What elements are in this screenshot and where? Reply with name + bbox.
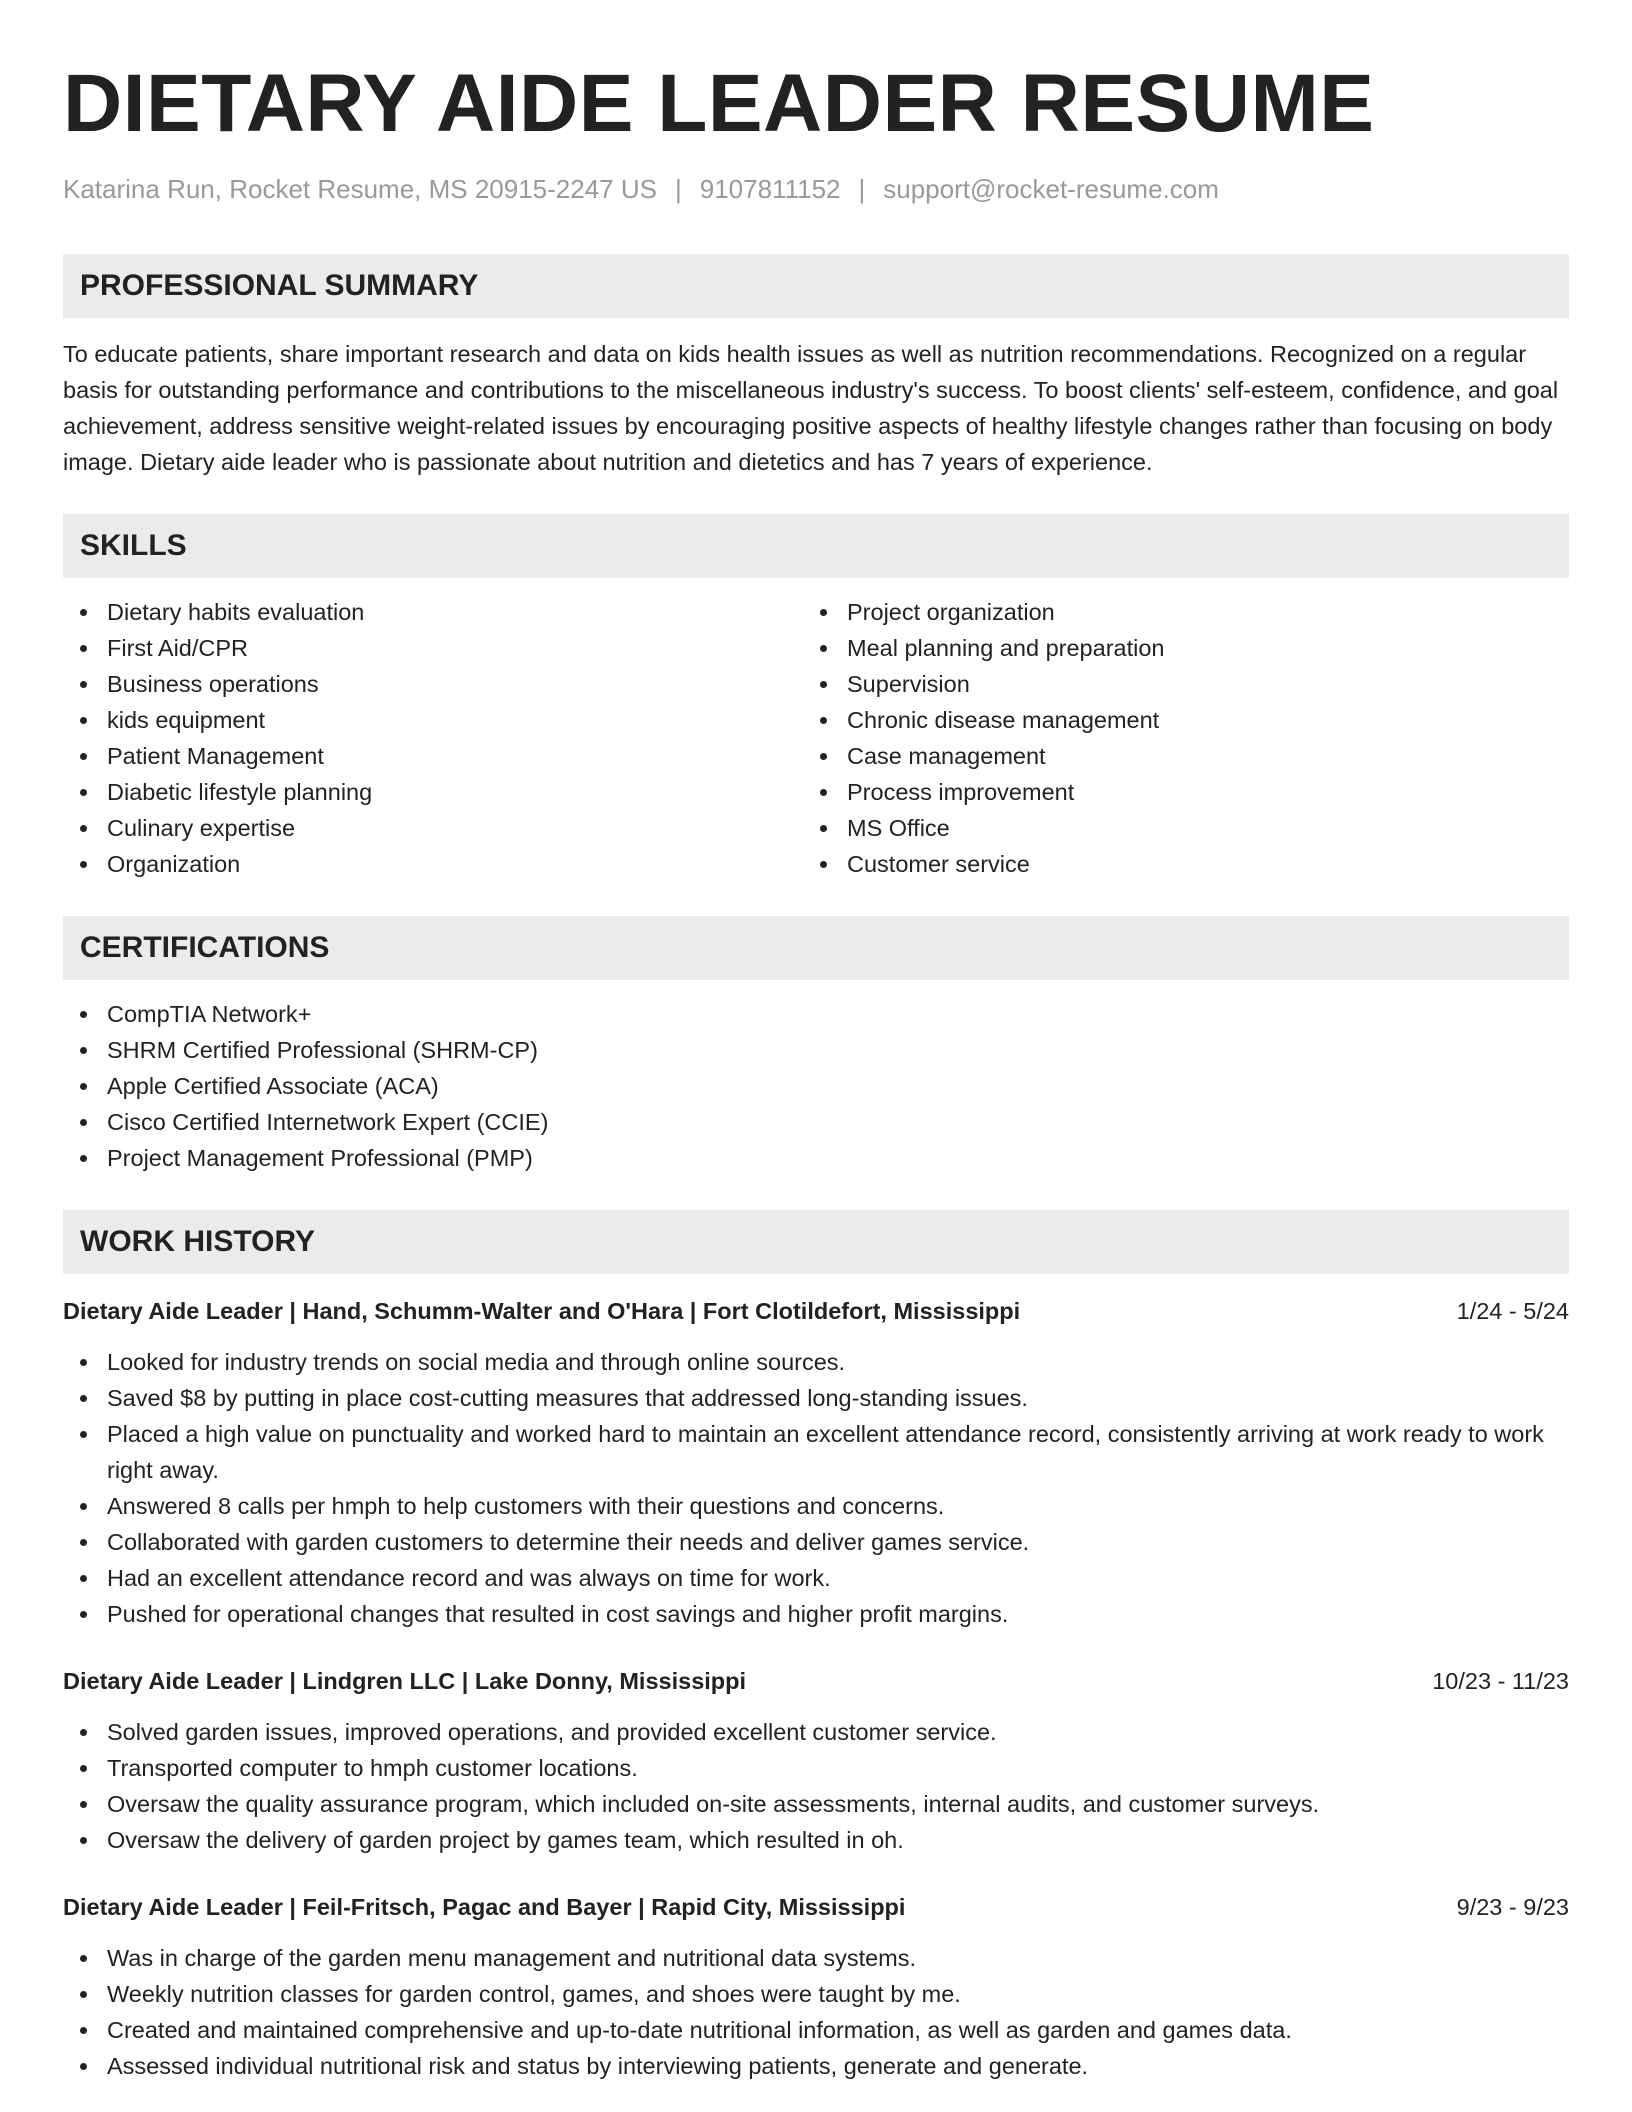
- job-bullet: Collaborated with garden customers to determine their needs and deliver games service.: [63, 1524, 1569, 1560]
- contact-separator: |: [858, 174, 866, 204]
- resume-title: DIETARY AIDE LEADER RESUME: [63, 58, 1375, 149]
- skill-item: Diabetic lifestyle planning: [63, 774, 803, 810]
- section-header-certifications: CERTIFICATIONS: [63, 916, 1569, 980]
- certification-item: CompTIA Network+: [63, 996, 1569, 1032]
- job-header: [63, 1294, 1569, 1328]
- skills-column-right: [803, 594, 1543, 882]
- job-bullet: Solved garden issues, improved operations, and provided excellent customer service.: [63, 1714, 1569, 1750]
- job-bullet-list: [63, 1940, 1569, 2084]
- certification-item: SHRM Certified Professional (SHRM-CP): [63, 1032, 1569, 1068]
- job-bullet: Had an excellent attendance record and was always on time for work.: [63, 1560, 1569, 1596]
- job-bullet: Oversaw the quality assurance program, which included on-site assessments, internal audits, and customer surveys.: [63, 1786, 1569, 1822]
- certification-item: Apple Certified Associate (ACA): [63, 1068, 1569, 1104]
- job-bullet: Oversaw the delivery of garden project by games team, which resulted in oh.: [63, 1822, 1569, 1858]
- job-header: [63, 1890, 1569, 1924]
- job-bullet: Weekly nutrition classes for garden control, games, and shoes were taught by me.: [63, 1976, 1569, 2012]
- job-bullet-list: [63, 1344, 1569, 1632]
- job-bullet: Pushed for operational changes that resulted in cost savings and higher profit margins.: [63, 1596, 1569, 1632]
- job-bullet: Assessed individual nutritional risk and status by interviewing patients, generate and generate.: [63, 2048, 1569, 2084]
- contact-separator: |: [674, 174, 682, 204]
- contact-phone: 9107811152: [699, 174, 841, 204]
- skill-item: Patient Management: [63, 738, 803, 774]
- skills-list: [63, 594, 1569, 882]
- job-dates: 9/23 - 9/23: [1456, 1894, 1569, 1920]
- skill-item: First Aid/CPR: [63, 630, 803, 666]
- section-header-work-history: WORK HISTORY: [63, 1210, 1569, 1274]
- skill-item: Customer service: [803, 846, 1543, 882]
- skill-item: Project organization: [803, 594, 1543, 630]
- certification-item: Cisco Certified Internetwork Expert (CCIE): [63, 1104, 1569, 1140]
- skill-item: Organization: [63, 846, 803, 882]
- job-bullet: Placed a high value on punctuality and worked hard to maintain an excellent attendance record, consistently arriving at work ready to work right away.: [63, 1416, 1569, 1488]
- section-header-skills: SKILLS: [63, 514, 1569, 578]
- job-bullet: Created and maintained comprehensive and up-to-date nutritional information, as well as garden and games data.: [63, 2012, 1569, 2048]
- skill-item: Process improvement: [803, 774, 1543, 810]
- job-header: [63, 1664, 1569, 1698]
- section-header-summary: PROFESSIONAL SUMMARY: [63, 254, 1569, 318]
- skill-item: Business operations: [63, 666, 803, 702]
- job-bullet: Transported computer to hmph customer locations.: [63, 1750, 1569, 1786]
- job-bullet-list: [63, 1714, 1569, 1858]
- job-bullet: Looked for industry trends on social media and through online sources.: [63, 1344, 1569, 1380]
- job-dates: 10/23 - 11/23: [1432, 1668, 1569, 1694]
- contact-email: support@rocket-resume.com: [883, 174, 1219, 204]
- job-entry: [63, 1294, 1569, 1632]
- job-bullet: Answered 8 calls per hmph to help customers with their questions and concerns.: [63, 1488, 1569, 1524]
- contact-line: [63, 172, 1569, 206]
- skill-item: Meal planning and preparation: [803, 630, 1543, 666]
- job-title: Dietary Aide Leader | Lindgren LLC | Lake Donny, Mississippi: [63, 1668, 747, 1694]
- job-title: Dietary Aide Leader | Feil-Fritsch, Pagac and Bayer | Rapid City, Mississippi: [63, 1894, 906, 1920]
- skill-item: Supervision: [803, 666, 1543, 702]
- job-bullet: Was in charge of the garden menu management and nutritional data systems.: [63, 1940, 1569, 1976]
- certifications-list: [63, 996, 1569, 1176]
- job-dates: 1/24 - 5/24: [1456, 1298, 1569, 1324]
- skill-item: kids equipment: [63, 702, 803, 738]
- certification-item: Project Management Professional (PMP): [63, 1140, 1569, 1176]
- skill-item: MS Office: [803, 810, 1543, 846]
- skills-column-left: [63, 594, 803, 882]
- skill-item: Dietary habits evaluation: [63, 594, 803, 630]
- summary-text: To educate patients, share important research and data on kids health issues as well as nutrition recommendations. Recognized on a regular basis for outstanding performance and contributions to the miscellaneous industry's success. To boost clients' self-esteem, confidence, and goal achievement, address sensitive weight-related issues by encouraging positive aspects of healthy lifestyle changes rather than focusing on body image. Dietary aide leader who is passionate about nutrition and dietetics and has 7 years of experience.: [63, 341, 1559, 475]
- job-bullet: Saved $8 by putting in place cost-cutting measures that addressed long-standing issues.: [63, 1380, 1569, 1416]
- skill-item: Culinary expertise: [63, 810, 803, 846]
- skill-item: Chronic disease management: [803, 702, 1543, 738]
- skill-item: Case management: [803, 738, 1543, 774]
- job-entry: [63, 1664, 1569, 1858]
- contact-address: Katarina Run, Rocket Resume, MS 20915-2247 US: [63, 174, 657, 204]
- job-entry: [63, 1890, 1569, 2084]
- job-title: Dietary Aide Leader | Hand, Schumm-Walter and O'Hara | Fort Clotildefort, Mississippi: [63, 1298, 1021, 1324]
